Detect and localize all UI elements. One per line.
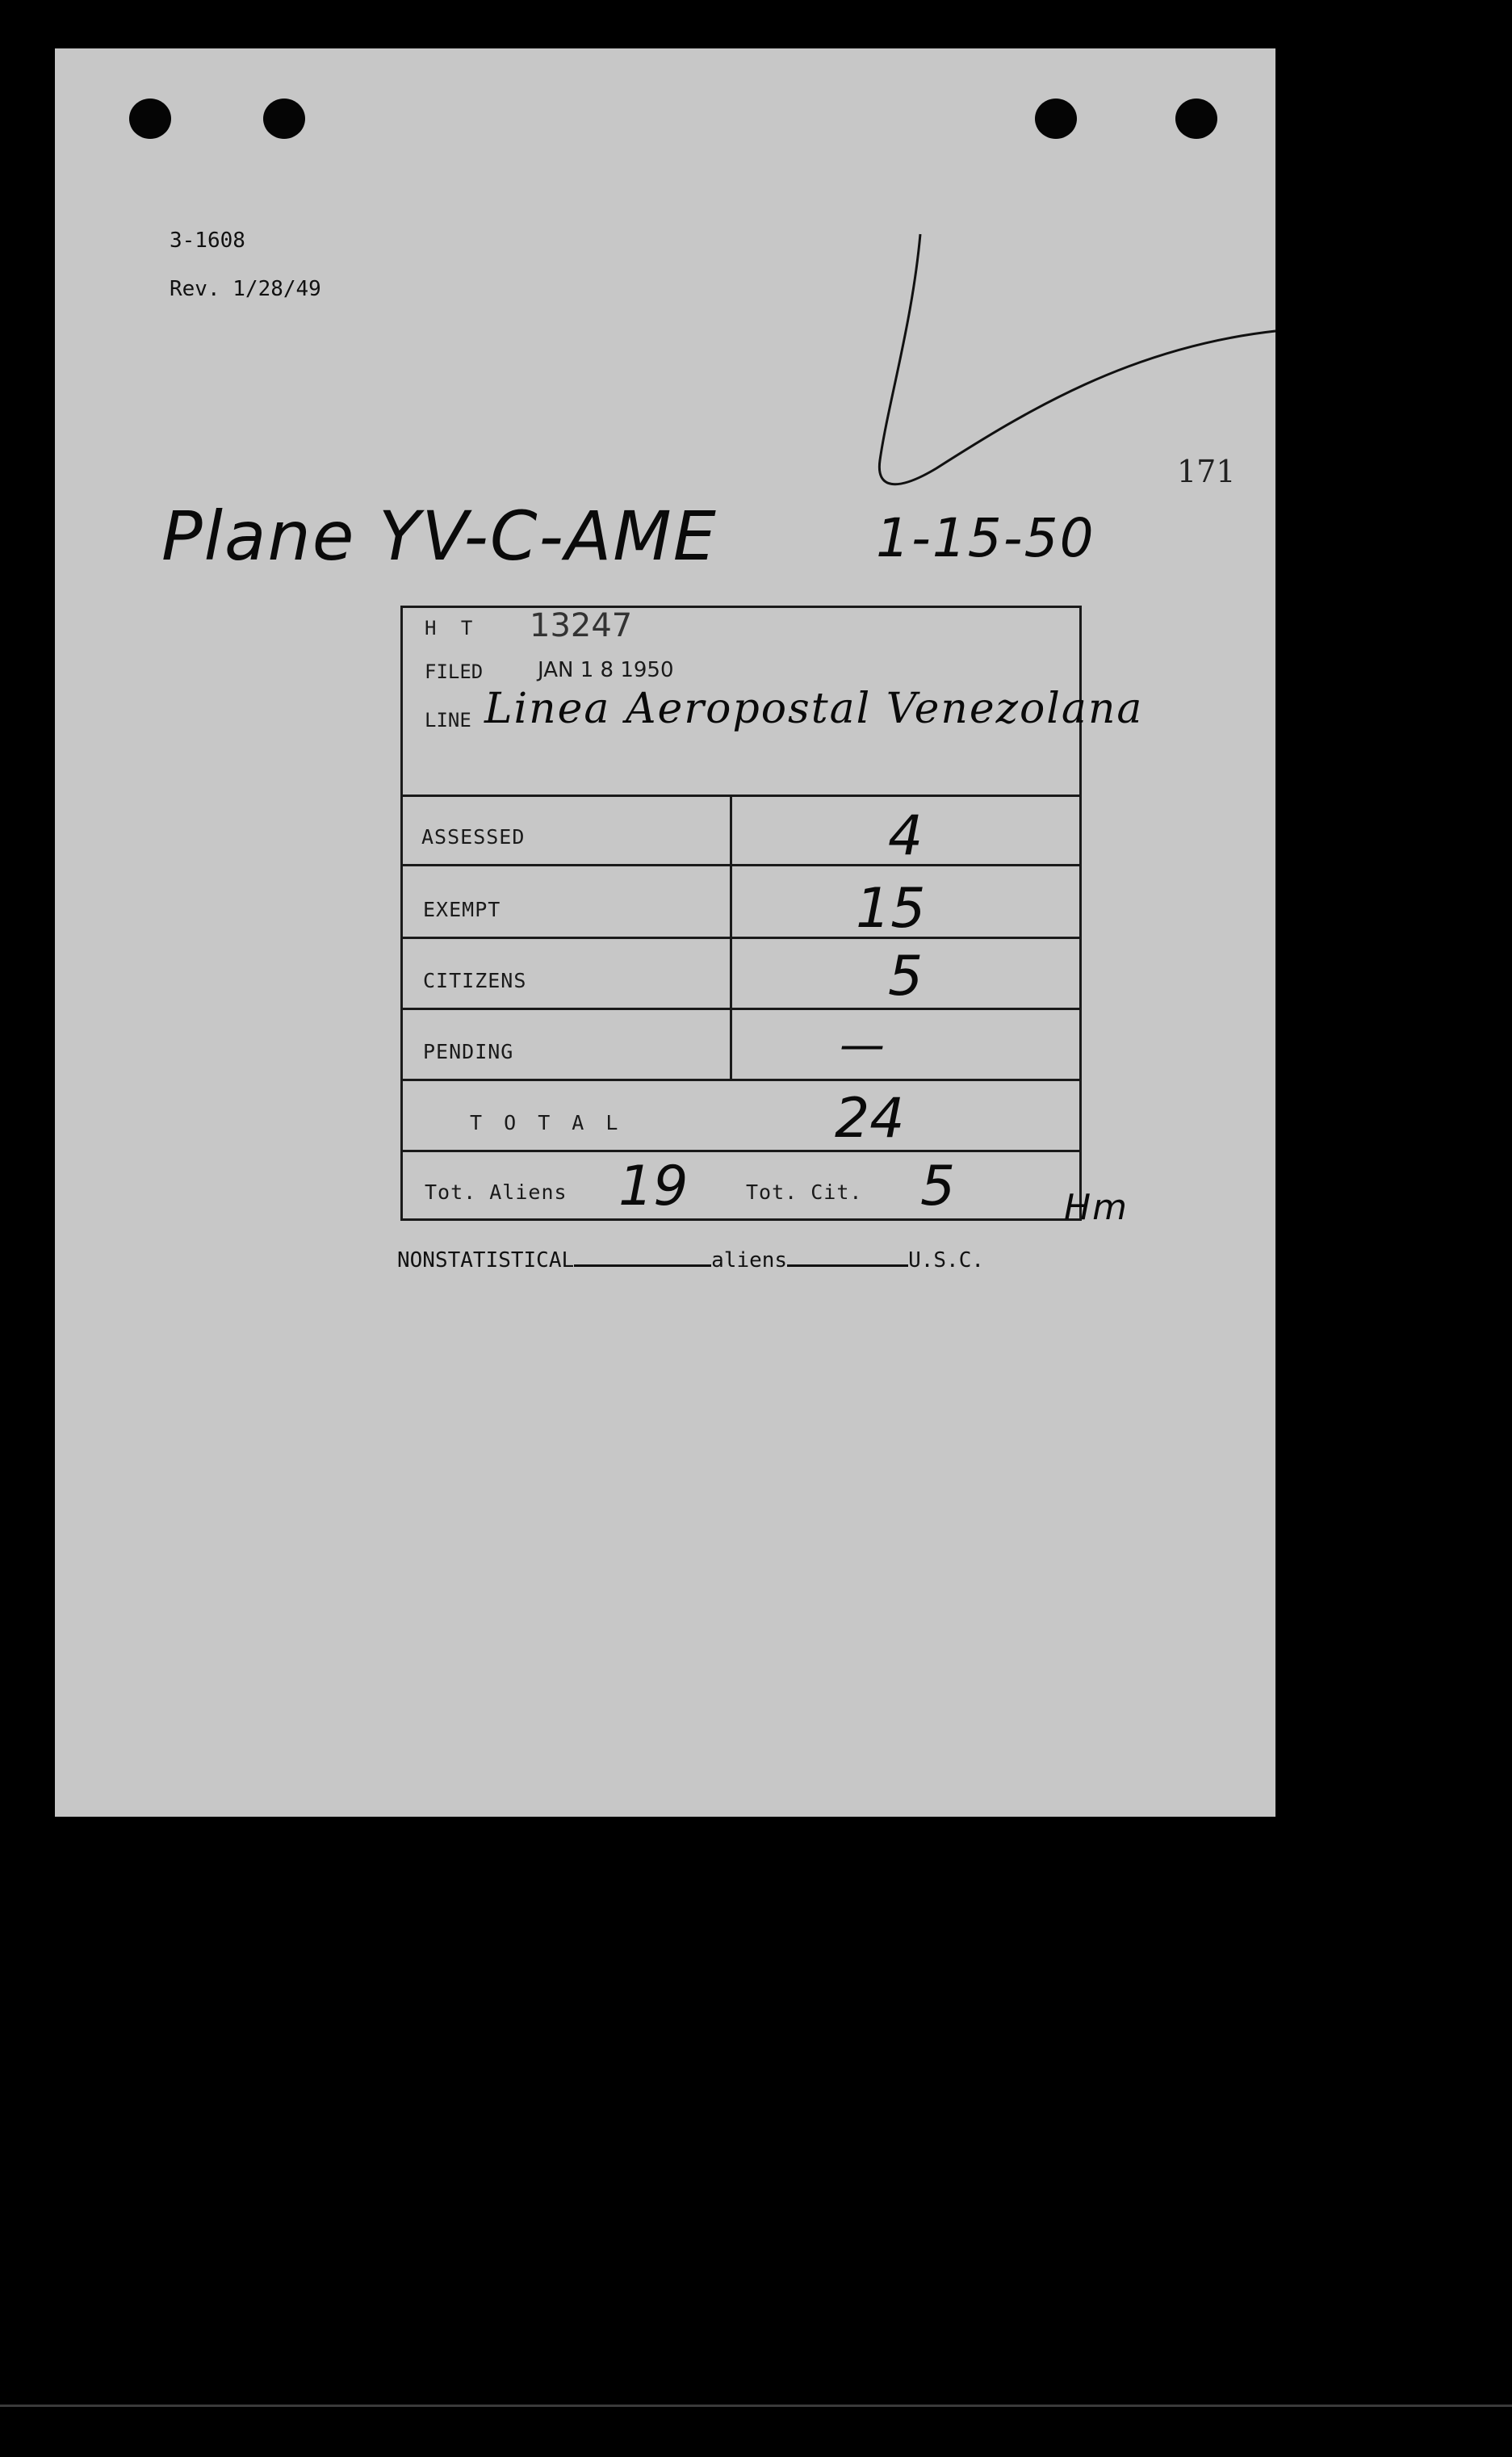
handwritten-initials: Hm [1064, 1187, 1129, 1228]
ht-number-stamp: 13247 [530, 607, 633, 644]
ht-label: H T [425, 617, 480, 639]
line-label: LINE [425, 709, 471, 732]
nonstat-usc-blank [787, 1248, 908, 1267]
nonstat-aliens-label: aliens [711, 1248, 788, 1273]
row-label-exempt: EXEMPT [423, 898, 501, 921]
punch-hole-4 [1175, 99, 1217, 139]
row-label-pending: PENDING [423, 1040, 514, 1063]
tot-cit-value: 5 [920, 1155, 956, 1218]
grid-rule [400, 795, 1082, 797]
filed-date-stamp: JAN 1 8 1950 [538, 658, 674, 682]
punch-hole-1 [129, 99, 171, 139]
row-label-total: T O T A L [470, 1111, 623, 1134]
row-label-citizens: CITIZENS [423, 969, 527, 992]
row-label-assessed: ASSESSED [421, 825, 526, 849]
nonstat-label: NONSTATISTICAL [397, 1248, 575, 1273]
value-total: 24 [835, 1087, 905, 1151]
value-pending: — [840, 1019, 885, 1071]
handwritten-line: Linea Aeropostal Venezolana [484, 685, 1144, 733]
handwritten-plane: Plane YV-C-AME [161, 497, 718, 576]
grid-rule [400, 864, 1082, 866]
punch-hole-2 [263, 99, 305, 139]
grid-rule [400, 937, 1082, 939]
form-revision: Rev. 1/28/49 [170, 277, 321, 301]
nonstat-usc-label: U.S.C. [908, 1248, 984, 1273]
value-exempt: 15 [856, 877, 926, 941]
tot-aliens-label: Tot. Aliens [425, 1180, 568, 1204]
value-citizens: 5 [888, 945, 924, 1008]
check-mark-stroke [864, 226, 1284, 501]
handwritten-date: 1-15-50 [876, 507, 1095, 569]
page-number: 171 [1177, 454, 1236, 489]
form-identifier [170, 216, 321, 313]
nonstatistical-line [397, 1248, 984, 1273]
punch-hole-3 [1035, 99, 1077, 139]
scan-edge-line [0, 2405, 1512, 2407]
grid-rule [400, 1079, 1082, 1081]
nonstat-aliens-blank [574, 1248, 711, 1267]
form-number: 3-1608 [170, 229, 245, 253]
grid-column-divider [730, 795, 732, 1080]
grid-rule [400, 1150, 1082, 1152]
grid-rule [400, 1008, 1082, 1010]
value-assessed: 4 [888, 804, 924, 868]
tot-cit-label: Tot. Cit. [746, 1180, 863, 1204]
filed-label: FILED [425, 660, 484, 683]
tot-aliens-value: 19 [618, 1155, 689, 1218]
